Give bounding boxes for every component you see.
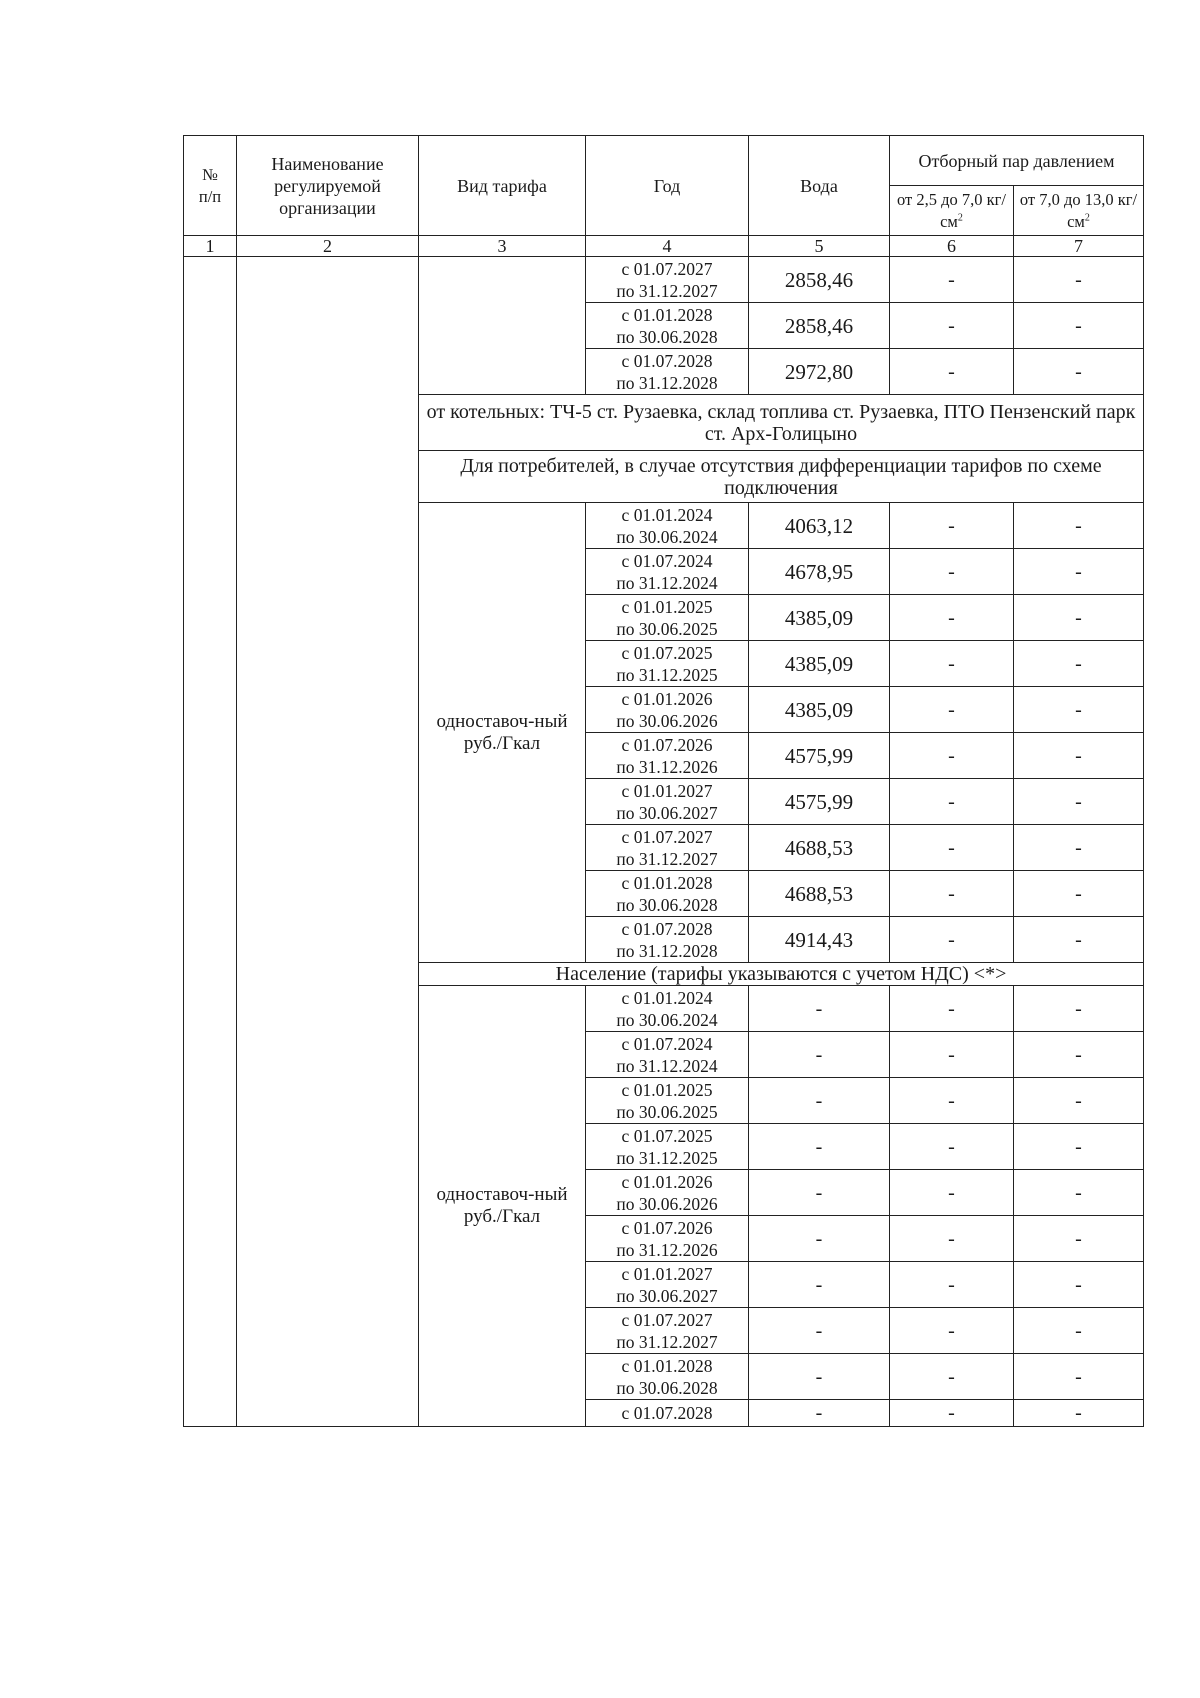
steam-low-value: -: [890, 1124, 1014, 1170]
period-cell: с 01.01.2028 по 30.06.2028: [586, 1354, 749, 1400]
col-number: 7: [1014, 236, 1144, 257]
table-header: [184, 136, 1144, 257]
period-cell: с 01.07.2025 по 31.12.2025: [586, 641, 749, 687]
steam-high-value: -: [1014, 917, 1144, 963]
period-cell: с 01.01.2028 по 30.06.2028: [586, 871, 749, 917]
period-cell: с 01.01.2025 по 30.06.2025: [586, 1078, 749, 1124]
steam-low-value: -: [890, 595, 1014, 641]
water-value: 4688,53: [749, 871, 890, 917]
period-cell: с 01.07.2028 по 31.12.2028: [586, 349, 749, 395]
steam-low-value: -: [890, 733, 1014, 779]
steam-high-value: -: [1014, 1262, 1144, 1308]
water-value: 4688,53: [749, 825, 890, 871]
col-number: 6: [890, 236, 1014, 257]
period-cell: с 01.07.2027 по 31.12.2027: [586, 257, 749, 303]
steam-low-value: -: [890, 257, 1014, 303]
water-value: 2858,46: [749, 303, 890, 349]
steam-low-value: -: [890, 1078, 1014, 1124]
steam-low-value: -: [890, 1032, 1014, 1078]
steam-low-value: -: [890, 1170, 1014, 1216]
header-steam: Отборный пар давлением: [890, 136, 1144, 186]
steam-low-value: -: [890, 1262, 1014, 1308]
period-cell: с 01.07.2025 по 31.12.2025: [586, 1124, 749, 1170]
water-value: -: [749, 1262, 890, 1308]
col-number: 5: [749, 236, 890, 257]
steam-low-value: -: [890, 825, 1014, 871]
period-cell: с 01.01.2026 по 30.06.2026: [586, 687, 749, 733]
steam-high-value: -: [1014, 733, 1144, 779]
section-consumers: Для потребителей, в случае отсутствия дифференциации тарифов по схеме подключения: [419, 451, 1144, 503]
steam-low-value: -: [890, 917, 1014, 963]
steam-high-value: -: [1014, 641, 1144, 687]
tariff-table: [183, 135, 1144, 1427]
column-number-row: [184, 236, 1144, 257]
steam-low-value: -: [890, 687, 1014, 733]
steam-high-value: -: [1014, 303, 1144, 349]
steam-low-value: -: [890, 871, 1014, 917]
water-value: -: [749, 1400, 890, 1427]
steam-low-value: -: [890, 641, 1014, 687]
period-cell: с 01.07.2024 по 31.12.2024: [586, 1032, 749, 1078]
steam-high-value: -: [1014, 687, 1144, 733]
col-number: 1: [184, 236, 237, 257]
water-value: -: [749, 1124, 890, 1170]
period-cell: с 01.01.2025 по 30.06.2025: [586, 595, 749, 641]
steam-high-value: -: [1014, 825, 1144, 871]
period-cell: с 01.07.2027 по 31.12.2027: [586, 1308, 749, 1354]
steam-high-value: -: [1014, 1400, 1144, 1427]
steam-high-value: -: [1014, 1078, 1144, 1124]
organization-cell: [237, 257, 419, 1427]
water-value: 4063,12: [749, 503, 890, 549]
steam-low-value: -: [890, 1216, 1014, 1262]
steam-high-value: -: [1014, 779, 1144, 825]
header-organization: Наименование регулируемой организации: [237, 136, 419, 236]
water-value: -: [749, 1170, 890, 1216]
period-cell: с 01.07.2028: [586, 1400, 749, 1427]
steam-high-value: -: [1014, 1124, 1144, 1170]
water-value: 4385,09: [749, 641, 890, 687]
header-steam-low: от 2,5 до 7,0 $кг/см^2$: [890, 186, 1014, 236]
water-value: -: [749, 1032, 890, 1078]
steam-high-value: -: [1014, 349, 1144, 395]
period-cell: с 01.07.2027 по 31.12.2027: [586, 825, 749, 871]
steam-low-value: -: [890, 503, 1014, 549]
period-cell: с 01.01.2024 по 30.06.2024: [586, 503, 749, 549]
steam-high-value: -: [1014, 1354, 1144, 1400]
water-value: 4385,09: [749, 595, 890, 641]
steam-high-value: -: [1014, 257, 1144, 303]
period-cell: с 01.01.2026 по 30.06.2026: [586, 1170, 749, 1216]
steam-low-value: -: [890, 349, 1014, 395]
period-cell: с 01.07.2026 по 31.12.2026: [586, 733, 749, 779]
steam-low-value: -: [890, 986, 1014, 1032]
period-cell: с 01.07.2026 по 31.12.2026: [586, 1216, 749, 1262]
water-value: -: [749, 986, 890, 1032]
steam-high-value: -: [1014, 549, 1144, 595]
steam-low-value: -: [890, 549, 1014, 595]
water-value: 4575,99: [749, 733, 890, 779]
water-value: 2858,46: [749, 257, 890, 303]
steam-low-value: -: [890, 303, 1014, 349]
steam-high-value: -: [1014, 871, 1144, 917]
period-cell: с 01.07.2024 по 31.12.2024: [586, 549, 749, 595]
tariff-type-cell: [419, 257, 586, 395]
water-value: 4678,95: [749, 549, 890, 595]
water-value: -: [749, 1354, 890, 1400]
water-value: -: [749, 1308, 890, 1354]
period-cell: с 01.01.2024 по 30.06.2024: [586, 986, 749, 1032]
water-value: -: [749, 1216, 890, 1262]
steam-low-value: -: [890, 1400, 1014, 1427]
col-number: 3: [419, 236, 586, 257]
steam-high-value: -: [1014, 503, 1144, 549]
period-cell: с 01.01.2028 по 30.06.2028: [586, 303, 749, 349]
water-value: 2972,80: [749, 349, 890, 395]
water-value: -: [749, 1078, 890, 1124]
steam-high-value: -: [1014, 1170, 1144, 1216]
steam-high-value: -: [1014, 1216, 1144, 1262]
section-population: Население (тарифы указываются с учетом НДС) <*>: [419, 963, 1144, 986]
tariff-type-cell: одноставоч-ный руб./Гкал: [419, 986, 586, 1427]
steam-high-value: -: [1014, 1032, 1144, 1078]
header-year: Год: [586, 136, 749, 236]
header-steam-high: от 7,0 до 13,0 $кг/см^2$: [1014, 186, 1144, 236]
period-cell: с 01.01.2027 по 30.06.2027: [586, 779, 749, 825]
water-value: 4914,43: [749, 917, 890, 963]
table-row: [184, 257, 1144, 303]
number-cell: [184, 257, 237, 1427]
steam-low-value: -: [890, 779, 1014, 825]
section-boilers: от котельных: ТЧ-5 ст. Рузаевка, склад топлива ст. Рузаевка, ПТО Пензенский парк ст. Арх-Голицыно: [419, 395, 1144, 451]
water-value: 4385,09: [749, 687, 890, 733]
col-number: 2: [237, 236, 419, 257]
period-cell: с 01.01.2027 по 30.06.2027: [586, 1262, 749, 1308]
steam-high-value: -: [1014, 986, 1144, 1032]
steam-high-value: -: [1014, 1308, 1144, 1354]
col-number: 4: [586, 236, 749, 257]
tariff-type-cell: одноставоч-ный руб./Гкал: [419, 503, 586, 963]
water-value: 4575,99: [749, 779, 890, 825]
header-water: Вода: [749, 136, 890, 236]
steam-high-value: -: [1014, 595, 1144, 641]
steam-low-value: -: [890, 1308, 1014, 1354]
period-cell: с 01.07.2028 по 31.12.2028: [586, 917, 749, 963]
header-number: № п/п: [184, 136, 237, 236]
header-tariff-type: Вид тарифа: [419, 136, 586, 236]
steam-low-value: -: [890, 1354, 1014, 1400]
